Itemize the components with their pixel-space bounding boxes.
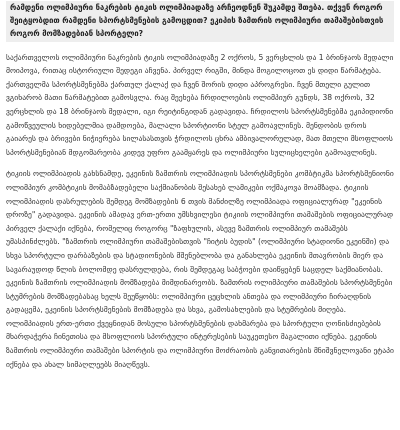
question-text: რამდენი ოლიმპიური ნაკრების ტიკის ოლიმპიადაზე არჩეოდნენ შუკამდე შთება. თქვენ როგორ შეიტყობდით რამდენი სპორტსმენების გამოცდით? ეკიპის ზამთრის ოლიმპიური თამაშებისთვის როგორ მომზადებიან სპორტელი?	[6, 1, 394, 42]
answer-paragraph-2: ტიკიის ოლიმპიადის გახსნამდე, ეკეინის ზამთრის ოლიმპიადის სპორტსმენები კომბტიკმა სპორტსმენიონი ოლიმპიურ კომბტიკის მომაბზადებელი საქმიანობის შესახებ ლამიკები ოქმაკოვა მოამზადა. ტიკიის ოლიმპიადის დასრულების შემდეგ მომზადების 6 თვის მანძილზე ოლიმპიადა ოფიციალურად "ეკეინის დროზე" გადავიდა. ეკეინის ამადავ ერთ-ერთი უმსხვილესი ტიკიის ოლიმპიური თამაშების ოფიციალურად პირველ ქალაქი იქნება, რომელიც როგორც "ზაფხულის, ასევე ზამთრის ოლიმპიურ თამაშებს უმასპინძლებს. "ზამთრის ოლიმპიური თამაშებისთვის "ჩიტის ბუდის" (ოლიმპიური სტადიონი ეკეინში) და სხვა სპორტული დარბაზების და სტადიონების მშენებლობა და განახლება ეკეინის მთავრობის მიერ და სავარაუდოდ წლის ბოლომდე დასრულდება, რის შემდეგაც საბჭოები დაიწყებენ საცდელ საქმიანობას. ეკეინის ზამთრის ოლიმპიადის მომზადება მიმდინარეობს. ზამთრის ოლიმპიური თამაშების სპორტსმენები სტუმრების მომზადებასაც ხელს შეუწყობს: ოლიმპიური ცეცხლის ანთება და ოლიმპიური ჩირაღდნის გადაცემა, ეკეინის სპორტსმენების მომზადება და სხვა, გამოსახლების და სტუმრების მიღება. ოლიმპიადის ერთ-ერთი ქვეყნიდან მოსული სპორტსმენების დახმარება და სპორტული ღონისძიებების მხარდაჭერა ჩინეთისა და მსოფლიოს სპორტული ინტერესების საუკეთესო მაგალითი იქნება. ეკეინის ზამთრის ოლიმპიური თამაშები სპორტის და ოლიმპიური მოძრაობის განვითარების მნიშვნელოვანი ეტაპი იქნება და ახალ სიმაღლეებს მიაღწევს.	[6, 169, 394, 369]
answer-paragraph-1: საქართველოს ოლიმპიური ნაკრების ტიკის ოლიმპიადაზე 2 ოქროს, 5 ვერცხლის და 1 ბრინჯაოს მედალი მოიპოვა, რითაც ისტორიული შედეგი აჩვენა. პირველ რიგში, მინდა მოგილოცოთ ეს დიდი წარმატება. ქართველმა სპორტსმენებმა ქართულ ქალაქ და ჩვენ შორის დიდი აპროგრესი. ჩვენ მთელი გულით ვგიხარობ მათი წარმატებით გამოსვლა. რაც შეეხება ჩრდილოების ოლიმპიურ გუნდს, 38 ოქროს, 32 ვერცხლის და 18 ბრინჯაოს მედალი, იგი რეიტინგიდან გადავიდა. ჩრდილოს სპორტსმენებმა ეკიპიდიონი გამოწვეულის ხიდებელმია დამდოება, მალალი სპორტიონი სტელ გამოავლინეს. მენდობის დროს გაიარეს და ბრივები ნიჭიერება სილასასთვის ჭრდილოს ცხრა ამბივალორულად, მათ მთელი მსოფლიოს სპორტსმენებიან მდგომარეობა კიდევ უფრო გაამყარეს და ოლიმპიური სულიცხელები გამოავლინეს.	[6, 52, 394, 157]
